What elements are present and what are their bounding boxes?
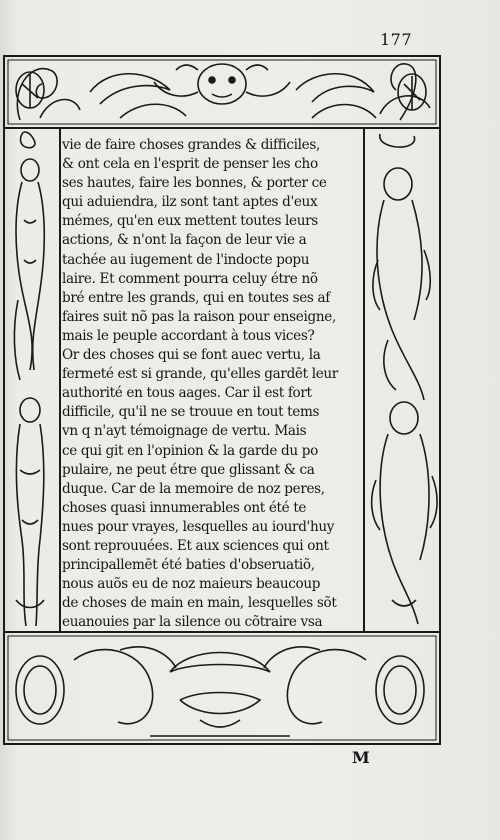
text-line: duque. Car de la memoire de noz peres,: [62, 480, 325, 497]
text-line: qui aduiendra, ilz sont tant aptes d'eux: [62, 194, 318, 211]
text-line: principallemēt été baties d'obseruatiõ,: [62, 557, 315, 574]
text-line: nues pour vrayes, lesquelles au iourd'huy: [62, 518, 335, 535]
bottom-frieze-ornament: [16, 647, 424, 736]
text-line: faires suit nõ pas la raison pour enseigne,: [62, 308, 336, 325]
right-column-figures: [372, 134, 437, 624]
signature-mark: M: [352, 748, 370, 767]
page-number: 177: [380, 30, 413, 49]
text-line: actions, & n'ont la façon de leur vie a: [62, 232, 307, 249]
text-line: choses quasi innumerables ont été te: [62, 499, 307, 516]
text-line: authorité en tous aages. Car il est fort: [62, 385, 312, 402]
top-frieze-ornament: [16, 64, 430, 120]
text-line: ce qui git en l'opinion & la garde du po: [62, 442, 318, 459]
text-line: & ont cela en l'esprit de penser les cho: [62, 156, 318, 173]
text-line: pulaire, ne peut étre que glissant & ca: [62, 461, 315, 478]
text-line: vn q n'ayt témoignage de vertu. Mais: [62, 423, 307, 440]
text-line: sont reprouuées. Et aux sciences qui ont: [62, 537, 329, 554]
text-line: de choses de main en main, lesquelles sõt: [62, 595, 337, 612]
left-column-figures: [14, 132, 44, 626]
text-line: difficile, qu'il ne se trouue en tout tems: [62, 404, 320, 421]
text-line: mais le peuple accordant à tous vices?: [62, 327, 315, 344]
text-line: mémes, qu'en eux mettent toutes leurs: [62, 213, 318, 230]
text-block: [62, 136, 362, 632]
text-line: vie de faire choses grandes & difficiles,: [62, 137, 320, 153]
text-line: Or des choses qui se font auec vertu, la: [62, 347, 321, 364]
text-line: fermeté est si grande, qu'elles gardēt leur: [62, 366, 338, 383]
text-line: nous auõs eu de noz maieurs beaucoup: [62, 576, 321, 593]
text-line: laire. Et comment pourra celuy étre nõ: [62, 270, 318, 287]
text-line: tachée au iugement de l'indocte popu: [62, 251, 310, 268]
text-line: bré entre les grands, qui en toutes ses af: [62, 289, 330, 306]
text-line: ses hautes, faire les bonnes, & porter ce: [62, 175, 327, 192]
text-line: euanouies par la silence ou cõtraire vsa: [62, 614, 323, 631]
